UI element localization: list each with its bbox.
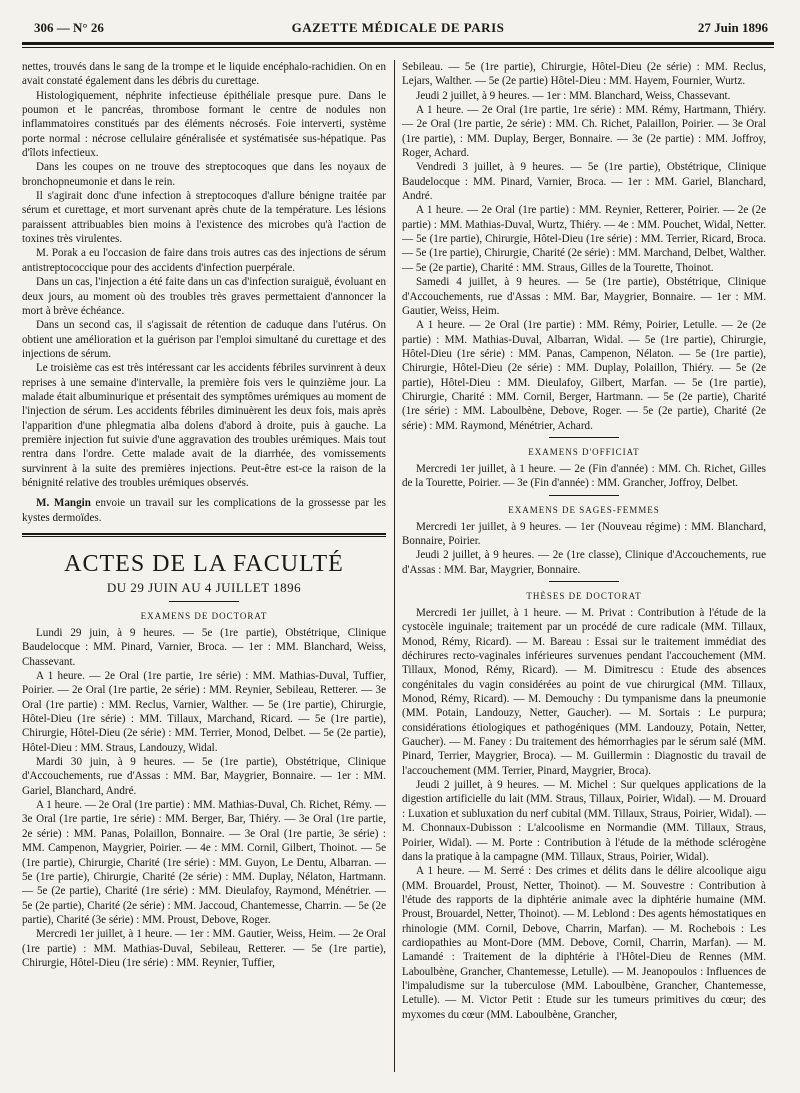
running-header	[22, 20, 774, 42]
exam-entry: A 1 heure. — 2e Oral (1re partie) : MM. Mathias-Duval, Ch. Richet, Rémy. — 3e Oral (1re partie, 1re série) : MM. Berger, Bar, Thiéry. — 3e Oral (1re partie, 2e série) : MM. Panas, Polaillon, Bonnaire. — 3e Oral (1re partie, 3e série) : MM. Campenon, Maygrier, Poirier. — 4e : MM. Cornil, Gilbert, Thoinot. — 5e (1re partie), Chirurgie, Charité (1re série) : MM. Guyon, Le Dentu, Albarran. — 5e (1re partie), Chirurgie, Charité (2e série) : MM. Duplay, Nélaton, Hartmann. — 5e (2e partie), Charité (1re série) : MM. Dieulafoy, Raymond, Ménétrier. — 5e (2e partie), Charité (2e série) : MM. Jaccoud, Chantemesse, Charrin. — 5e (2e partie), Charité (3e série) : MM. Proust, Debove, Roger.	[22, 799, 386, 926]
actes-subtitle: DU 29 JUIN AU 4 JUILLET 1896	[106, 580, 302, 595]
paragraph: Histologiquement, néphrite infectieuse épithéliale presque pure. Dans le poumon et le pancréas, thrombose formant le centre de nodules non inflammatoires constitués par des éléments nécrosés. Foie interverti, système porte normal : nécrose cellulaire généralisée et systématisée sus-hépatique. Pas d'îlots infectieux.	[22, 89, 386, 160]
exam-entry: A 1 heure. — 2e Oral (1re partie) : MM. Reynier, Retterer, Poirier. — 2e (2e partie) : MM. Mathias-Duval, Wurtz, Thiéry. — 4e : MM. Pouchet, Widal, Netter. — 5e (1re partie), Chirurgie, Hôtel-Dieu (1re série) : MM. Terrier, Ricard, Broca. — 5e (1re partie), Chirurgie, Charité (2e série) : MM. Marchand, Delbet, Walther. — 5e (2e partie), Charité : MM. Straus, Gilles de la Tourette, Thoinot.	[402, 204, 766, 274]
exam-heading: EXAMENS DE DOCTORAT	[140, 611, 268, 621]
issue-date: 27 Juin 1896	[697, 20, 768, 35]
exam-entry: Lundi 29 juin, à 9 heures. — 5e (1re partie), Obstétrique, Clinique Baudelocque : MM. Pinard, Varnier, Broca. — 1er : MM. Blanchard, Weiss, Chassevant.	[22, 627, 386, 668]
exam-entry: Jeudi 2 juillet, à 9 heures. — 1er : MM. Blanchard, Weiss, Chassevant.	[416, 89, 731, 102]
column-divider	[394, 60, 395, 1072]
section-rule-thick	[22, 533, 386, 535]
exam-entry: Vendredi 3 juillet, à 9 heures. — 5e (1re partie), Obstétrique, Clinique Baudelocque : MM. Pinard, Varnier, Broca. — 1er : MM. Gariel, Blanchard, André.	[402, 161, 766, 203]
paragraph: Dans un cas, l'injection a été faite dans un cas d'infection suraiguë, évoluant en deux jours, au moment où des troubles très graves permettaient d'annoncer la mort à brève échéance.	[22, 276, 386, 317]
exam-entry: Mardi 30 juin, à 9 heures. — 5e (1re partie), Obstétrique, Clinique d'Accouchements, rue d'Assas : MM. Bar, Maygrier, Bonnaire. — 1er : MM. Gariel, Blanchard, André.	[22, 756, 386, 797]
divider	[549, 581, 619, 582]
divider	[169, 601, 239, 602]
journal-title: GAZETTE MÉDICALE DE PARIS	[291, 20, 505, 35]
exam-entry: Mercredi 1er juillet, à 1 heure. — 1er : MM. Gautier, Weiss, Heim. — 2e Oral (1re partie) : MM. Mathias-Duval, Sebileau, Retterer. — 5e (1re partie), Chirurgie, Hôtel-Dieu (1re série) : MM. Reynier, Tuffier,	[22, 928, 386, 969]
paragraph: Il s'agirait donc d'une infection à streptocoques d'allure bénigne traitée par sérum et curettage, et mort survenant après chute de la température. Les lésions paraissent attribuables bien moins à l'existence des microbes qu'à l'action de toxines très virulentes.	[22, 190, 386, 246]
section-rule-thin	[22, 536, 386, 537]
header-rule-thick	[22, 42, 774, 45]
divider	[549, 495, 619, 496]
paragraph: Dans un second cas, il s'agissait de rétention de caduque dans l'utérus. On obtient une amélioration et la guérison par l'emploi simultané du curettage et des injections de sérum.	[22, 319, 386, 360]
author-name: M. Mangin	[36, 497, 91, 510]
thesis-entry: Mercredi 1er juillet, à 1 heure. — M. Privat : Contribution à l'étude de la cystocèle inguinale; traitement par un procédé de cure radicale (MM. Tillaux, Monod, Rémy, Ricard). — M. Bareau : Essai sur le traitement immédiat des déchirures recto-vaginales inférieures survenues pendant l'accouchement (MM. Tillaux, Monod, Rémy, Ricard). — M. Dimitrescu : Etude des absences congénitales du vagin considérées au point de vue chirurgical (MM. Tillaux, Monod, Rémy, Ricard). — M. Demouchy : Du tympanisme dans la pneumonie (MM. Potain, Landouzy, Netter, Gaucher). — M. Sortais : Le purpura; considérations étiologiques et pathogéniques (MM. Landouzy, Potain, Netter, Gaucher). — M. Faney : Du traitement des hémorrhagies par le sérum salé (MM. Pinard, Terrier, Maygrier, Broca). — M. Guillermin : Diagnostic du travail de l'accouchement (MM. Terrier, Pinard, Maygrier, Broca).	[402, 607, 766, 777]
mangin-text: envoie un travail sur les complications de la grossesse par les kystes dermoïdes.	[22, 497, 386, 524]
right-column	[402, 60, 766, 1022]
sages-femmes-heading: EXAMENS DE SAGES-FEMMES	[508, 504, 660, 515]
exam-entry: A 1 heure. — 2e Oral (1re partie) : MM. Rémy, Poirier, Letulle. — 2e (2e partie) : MM. Mathias-Duval, Albarran, Widal. — 5e (1re partie), Chirurgie, Hôtel-Dieu (1re série) : MM. Panas, Campenon, Nélaton. — 5e (1re partie), Chirurgie, Hôtel-Dieu (2e série) : MM. Duplay, Polaillon, Thiéry. — 5e (2e partie), Hôtel-Dieu : MM. Dieulafoy, Gilbert, Marfan. — 5e (1re partie), Chirurgie, Charité : MM. Cornil, Berger, Hartmann. — 5e (2e partie), Charité (1re série) : MM. Laboulbène, Debove, Roger. — 5e (2e partie), Charité (2e série) : MM. Raymond, Ménétrier, Achard.	[402, 319, 766, 432]
exam-entry: Mercredi 1er juillet, à 9 heures. — 1er (Nouveau régime) : MM. Blanchard, Bonnaire, Poirier.	[402, 520, 766, 547]
left-column	[22, 60, 386, 970]
officiat-heading: EXAMENS D'OFFICIAT	[528, 446, 640, 457]
actes-title: ACTES DE LA FACULTÉ	[64, 551, 344, 577]
theses-heading: THÈSES DE DOCTORAT	[526, 591, 642, 601]
page-number: 306 — N° 26	[34, 20, 104, 35]
exam-entry: A 1 heure. — 2e Oral (1re partie, 1re série) : MM. Mathias-Duval, Tuffier, Poirier. — 2e Oral (1re partie, 2e série) : MM. Reynier, Sebileau, Retterer. — 3e Oral (1re partie) : MM. Reclus, Varnier, Walther. — 5e (1re partie), Chirurgie, Hôtel-Dieu (1re série) : MM. Tillaux, Marchand, Ricard. — 5e (1re partie), Chirurgie, Hôtel-Dieu (2e série) : MM. Terrier, Monod, Delbet. — 5e (2e partie), Hôtel-Dieu : MM. Straus, Landouzy, Widal.	[22, 670, 386, 754]
exam-entry: A 1 heure. — 2e Oral (1re partie, 1re série) : MM. Rémy, Hartmann, Thiéry. — 2e Oral (1re partie, 2e série) : MM. Ch. Richet, Palaillon, Poirier. — 3e Oral (1re partie), : MM. Duplay, Berger, Bonnaire. — 3e (2e partie) : MM. Joffroy, Roger, Achard.	[402, 104, 766, 160]
paragraph: Le troisième cas est très intéressant car les accidents fébriles survinrent à deux reprises à une semaine d'intervalle, la première fois vers le quinzième jour. La malade était albuminurique et présentait des symptômes urémiques au moment de l'injection de sérum. Les accidents fébriles diminuèrent les deux fois, mais après l'apparition d'une phlegmatia alba dolens d'abord à droite, puis à gauche. La première injection fut suivie d'une aggravation des troubles urémiques. Mais tout rentra dans l'ordre. Cette malade avait de la diarrhée, des vomissements survinrent à la suite des premières injections. Peut-être est-ce la raison de la bénignité relative des troubles urémiques observés.	[22, 362, 386, 489]
exam-entry: Jeudi 2 juillet, à 9 heures. — 2e (1re classe), Clinique d'Accouchements, rue d'Assas : MM. Bar, Maygrier, Bonnaire.	[402, 549, 766, 576]
divider	[549, 437, 619, 438]
thesis-entry: A 1 heure. — M. Serré : Des crimes et délits dans le délire alcoolique aigu (MM. Brouardel, Proust, Netter, Thoinot). — M. Souvestre : Contribution à l'étude des rapports de la diphtérie animale avec la diphtérie humaine (MM. Proust, Brouardel, Netter, Thoinot). — M. Leblond : Des agents hémostatiques en rhinologie (MM. Cornil, Debove, Charrin, Marfan). — M. Rochebois : Les cardiopathies au Mont-Dore (MM. Debove, Cornil, Charrin, Marfan). — M. Lamandé : Traitement de la diphtérie à l'Hôtel-Dieu de Rennes (MM. Laboulbène, Grancher, Chantemesse, Letulle). — M. Jeanopoulos : Influences de l'impaludisme sur la tuberculose (MM. Laboulbène, Grancher, Chantemesse, Letulle). — M. Victor Petit : Etude sur les tumeurs primitives du cœur; des myxomes du cœur (MM. Laboulbène, Grancher,	[402, 865, 766, 1021]
header-rule-thin	[22, 47, 774, 48]
paragraph: Dans les coupes on ne trouve des streptocoques que dans les noyaux de bronchopneumonie et dans le rein.	[22, 161, 386, 188]
newspaper-page	[22, 20, 774, 1080]
paragraph: nettes, trouvés dans le sang de la trompe et le liquide encéphalo-rachidien. On en avait constaté également dans les débris du curettage.	[22, 61, 386, 88]
exam-entry: Mercredi 1er juillet, à 1 heure. — 2e (Fin d'année) : MM. Ch. Richet, Gilles de la Tourette, Poirier. — 3e (Fin d'année) : MM. Grancher, Joffroy, Delbet.	[402, 462, 766, 490]
paragraph: M. Porak a eu l'occasion de faire dans trois autres cas des injections de sérum antistreptococcique pour des accidents d'infection puerpérale.	[22, 247, 386, 274]
exam-entry: Samedi 4 juillet, à 9 heures. — 5e (1re partie), Obstétrique, Clinique d'Accouchements, rue d'Assas : MM. Bar, Maygrier, Bonnaire. — 1er : MM. Gautier, Weiss, Heim.	[402, 276, 766, 317]
thesis-entry: Jeudi 2 juillet, à 9 heures. — M. Michel : Sur quelques applications de la digestion artificielle du lait (MM. Straus, Tillaux, Poirier, Widal). — M. Drouard : Luxation et subluxation du nerf cubital (MM. Tillaux, Straus, Poirier, Widal). — M. Chonnaux-Dubisson : L'alcoolisme en Normandie (MM. Tillaux, Straus, Poirier, Widal). — M. Porte : Contribution à l'étude de la méthode sclérogène dans la pratique à la campagne (MM. Tillaux, Straus, Poirier, Widal).	[402, 779, 766, 863]
mangin-paragraph	[22, 496, 386, 525]
exam-entry: Sebileau. — 5e (1re partie), Chirurgie, Hôtel-Dieu (2e série) : MM. Reclus, Lejars, Walther. — 5e (2e partie) Hôtel-Dieu : MM. Hayem, Fournier, Wurtz.	[402, 61, 766, 88]
